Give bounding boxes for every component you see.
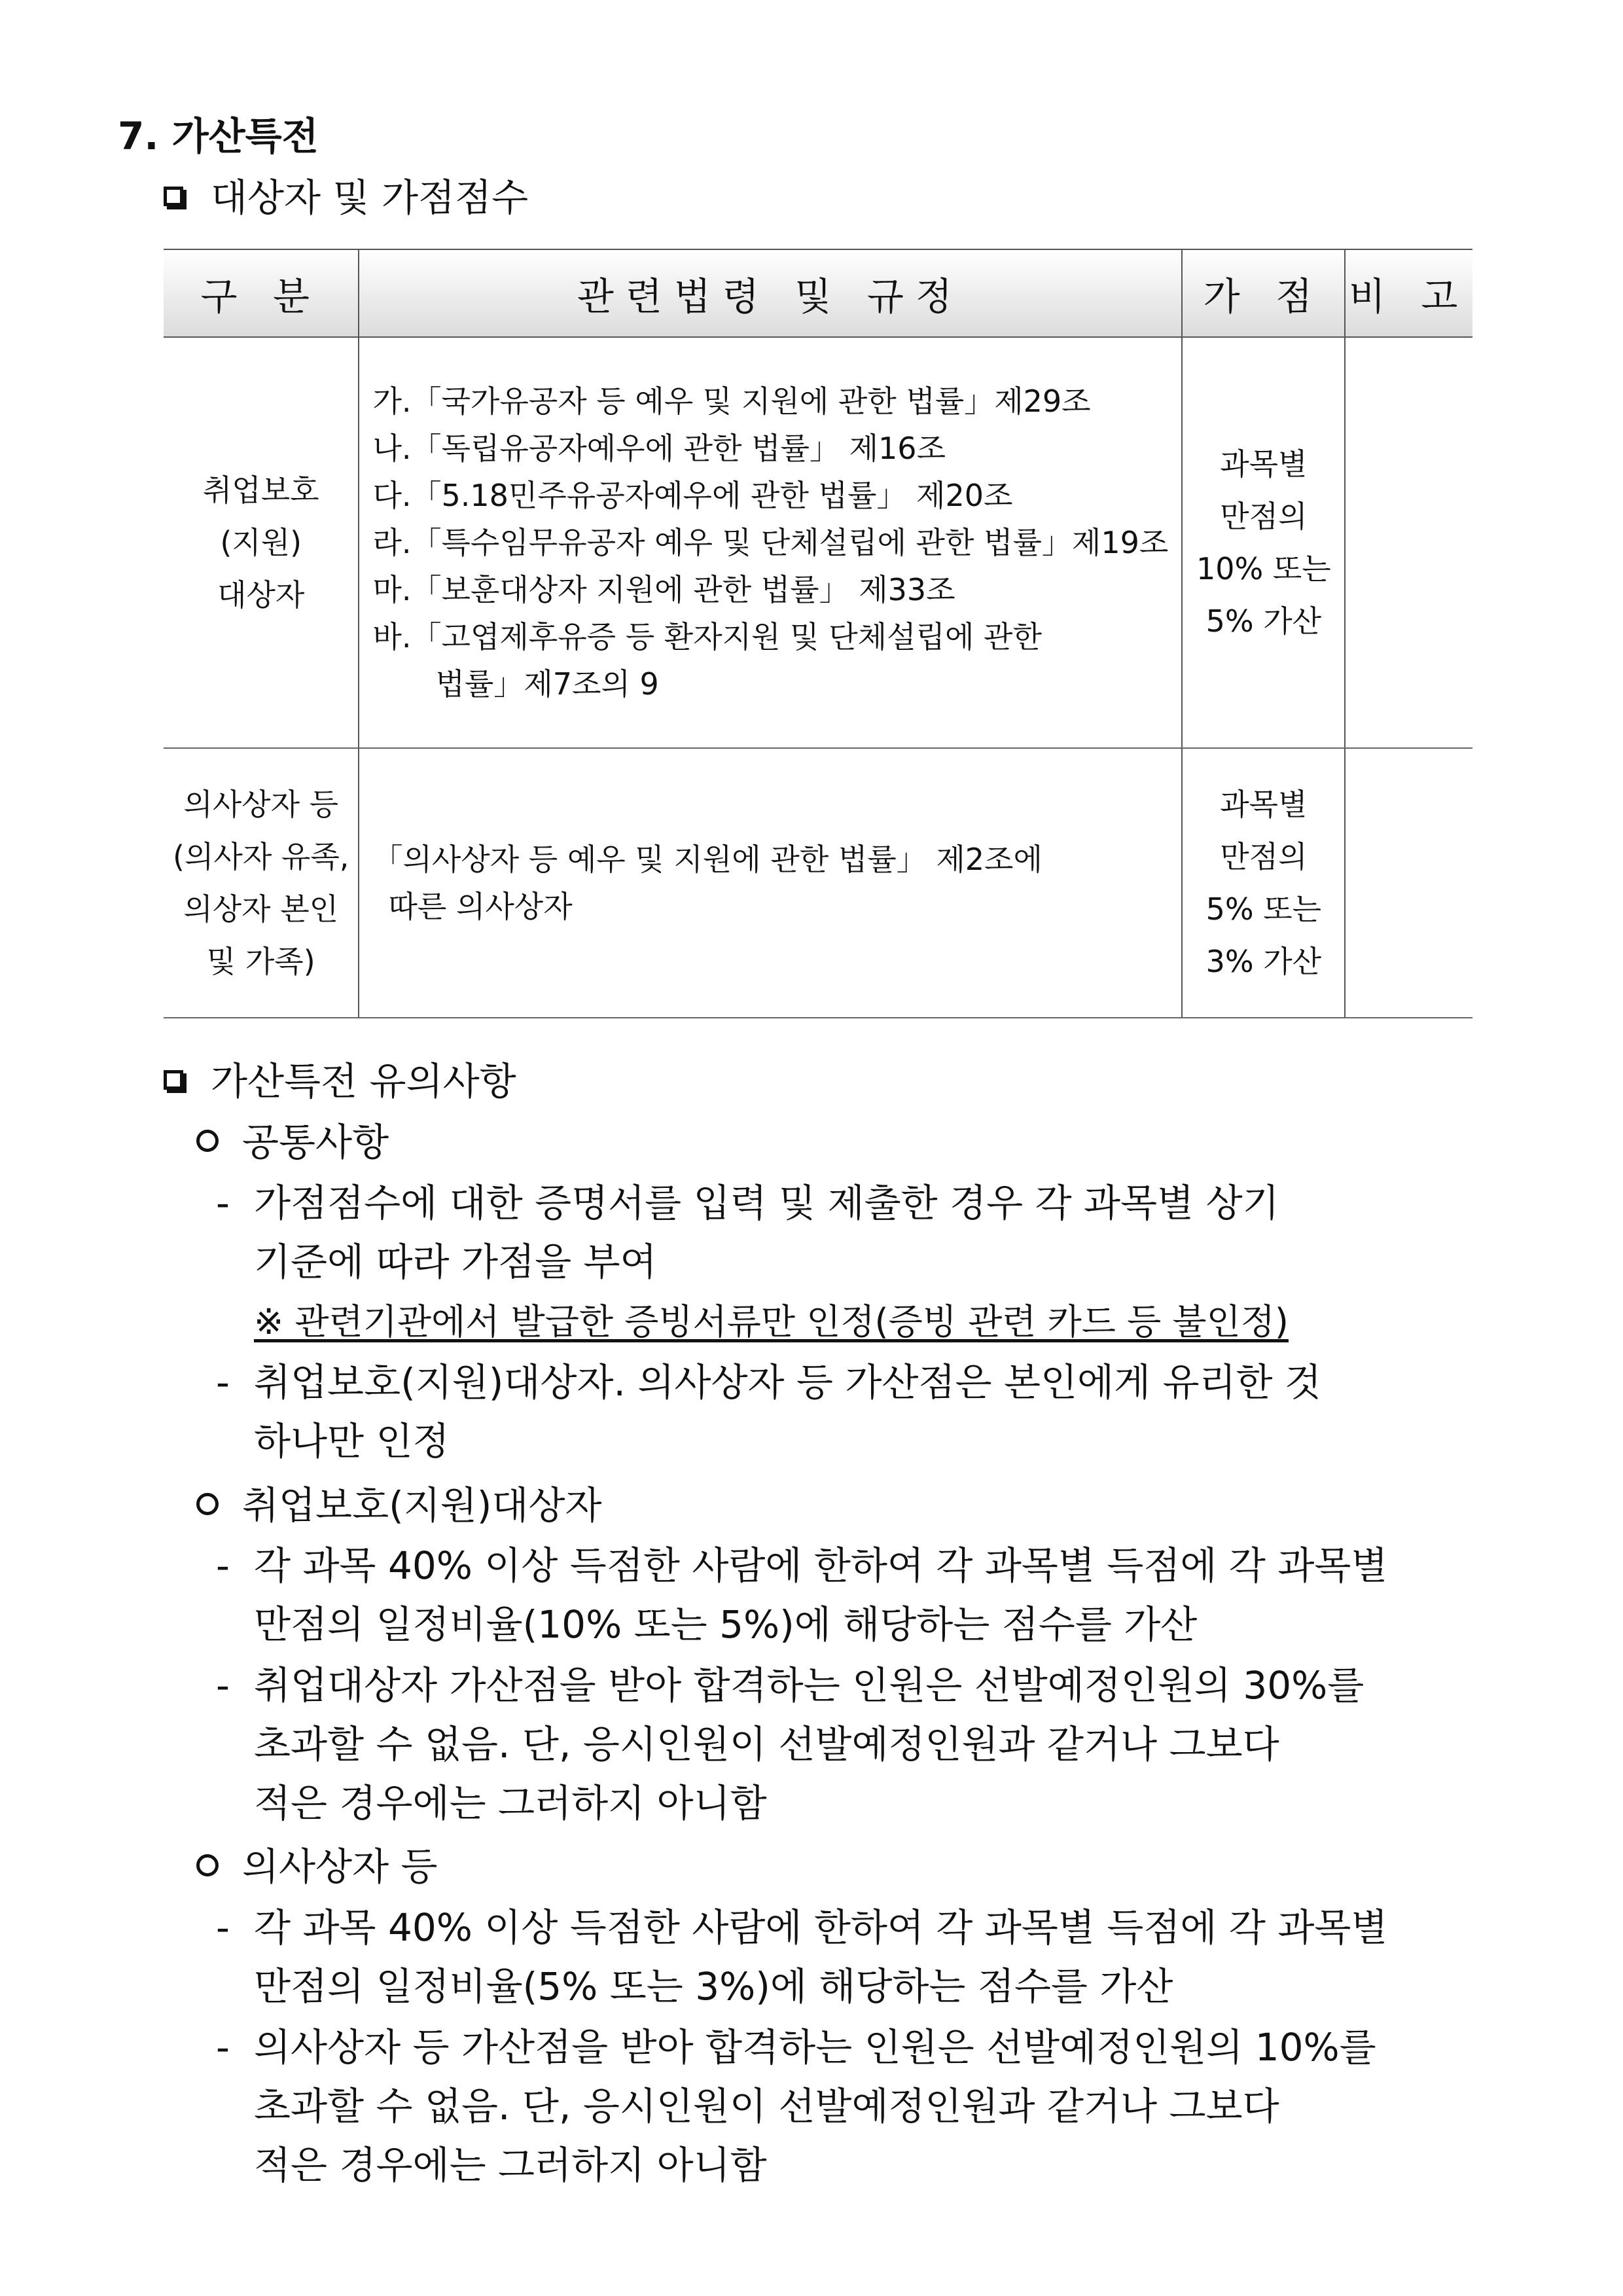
law-item: 다.「5.18민주유공자예우에 관한 법률」 제20조 xyxy=(372,478,1013,513)
circle-bullet-icon xyxy=(196,1493,219,1515)
list-item: - 각 과목 40% 이상 득점한 사람에 한하여 각 과목별 득점에 각 과목별 xyxy=(216,1905,1388,1950)
cell-category: 취업보호 (지원) 대상자 xyxy=(164,337,359,748)
list-item-continued: 만점의 일정비율(10% 또는 5%)에 해당하는 점수를 가산 xyxy=(254,1602,1198,1647)
header-category: 구 분 xyxy=(164,249,359,337)
law-item: 「의사상자 등 예우 및 지원에 관한 법률」 제2조에 xyxy=(372,842,1043,877)
reference-note: ※ 관련기관에서 발급한 증빙서류만 인정(증빙 관련 카드 등 불인정) xyxy=(254,1301,1289,1342)
header-remark: 비 고 xyxy=(1345,249,1472,337)
table-row xyxy=(164,337,1472,748)
law-item: 마.「보훈대상자 지원에 관한 법률」 제33조 xyxy=(372,572,955,607)
law-item: 바.「고엽제후유증 등 환자지원 및 단체설립에 관한 xyxy=(372,619,1042,655)
law-item-continued: 법률」제7조의 9 xyxy=(435,666,659,702)
law-item-continued: 따른 의사상자 xyxy=(388,889,573,924)
section-title: 7. 가산특전 xyxy=(118,114,319,158)
list-item: - 가점점수에 대한 증명서를 입력 및 제출한 경우 각 과목별 상기 xyxy=(216,1181,1279,1225)
cell-points: 과목별 만점의 10% 또는 5% 가산 xyxy=(1182,337,1345,748)
list-item-continued: 적은 경우에는 그러하지 아니함 xyxy=(254,2143,767,2187)
square-bullet-icon xyxy=(164,187,183,206)
cell-category: 의사상자 등 (의사자 유족, 의상자 본인 및 가족) xyxy=(164,748,359,1018)
cell-laws xyxy=(359,748,1182,1018)
law-item: 가.「국가유공자 등 예우 및 지원에 관한 법률」제29조 xyxy=(372,384,1091,419)
notes-honorable-title: 의사상자 등 xyxy=(196,1840,438,1893)
list-item-continued: 초과할 수 없음. 단, 응시인원이 선발예정인원과 같거나 그보다 xyxy=(254,1722,1279,1767)
law-item: 나.「독립유공자예우에 관한 법률」 제16조 xyxy=(372,431,946,466)
notes-employment-title: 취업보호(지원)대상자 xyxy=(196,1479,602,1532)
list-item: - 취업보호(지원)대상자. 의사상자 등 가산점은 본인에게 유리한 것 xyxy=(216,1360,1322,1405)
header-points: 가 점 xyxy=(1182,249,1345,337)
list-item: - 취업대상자 가산점을 받아 합격하는 인원은 선발예정인원의 30%를 xyxy=(216,1663,1364,1708)
notes-common-title: 공통사항 xyxy=(196,1116,389,1168)
subhead-notes: 가산특전 유의사항 xyxy=(164,1055,516,1107)
law-item: 라.「특수임무유공자 예우 및 단체설립에 관한 법률」제19조 xyxy=(372,525,1169,560)
list-item-continued: 만점의 일정비율(5% 또는 3%)에 해당하는 점수를 가산 xyxy=(254,1964,1173,2009)
cell-points: 과목별 만점의 5% 또는 3% 가산 xyxy=(1182,748,1345,1018)
table-row xyxy=(164,748,1472,1018)
table-header-row xyxy=(164,249,1472,337)
bonus-points-table xyxy=(164,249,1472,1018)
cell-remark xyxy=(1345,748,1472,1018)
circle-bullet-icon xyxy=(196,1854,219,1876)
list-item-continued: 적은 경우에는 그러하지 아니함 xyxy=(254,1781,767,1825)
list-item-continued: 초과할 수 없음. 단, 응시인원이 선발예정인원과 같거나 그보다 xyxy=(254,2084,1279,2128)
cell-laws xyxy=(359,337,1182,748)
subhead-targets: 대상자 및 가점점수 xyxy=(164,171,528,224)
list-item-continued: 하나만 인정 xyxy=(254,1419,450,1463)
header-laws: 관련법령 및 규정 xyxy=(359,249,1182,337)
square-bullet-icon xyxy=(164,1070,183,1090)
list-item: - 각 과목 40% 이상 득점한 사람에 한하여 각 과목별 득점에 각 과목별 xyxy=(216,1543,1388,1588)
circle-bullet-icon xyxy=(196,1130,219,1152)
cell-remark xyxy=(1345,337,1472,748)
list-item-continued: 기준에 따라 가점을 부여 xyxy=(254,1240,657,1284)
list-item: - 의사상자 등 가산점을 받아 합격하는 인원은 선발예정인원의 10%를 xyxy=(216,2025,1376,2070)
